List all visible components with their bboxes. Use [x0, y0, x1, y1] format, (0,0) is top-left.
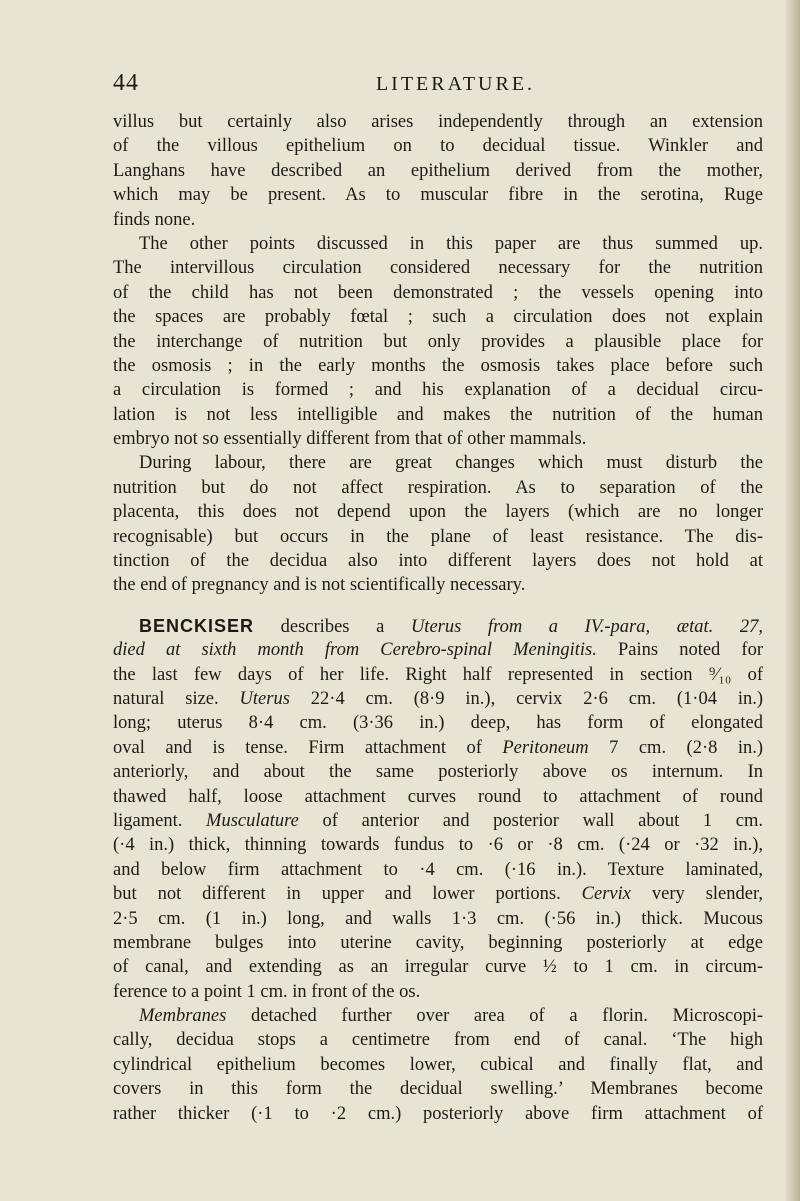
text-line: membrane bulges into uterine cavity, beginning posteriorly at edge	[113, 932, 763, 953]
page-header	[113, 70, 758, 106]
text-line: a circulation is formed ; and his explanation of a decidual circu-	[113, 380, 763, 401]
text-line: of the villous epithelium on to decidual tissue. Winkler and	[113, 136, 763, 157]
text-line: the end of pregnancy and is not scientifically necessary.	[113, 575, 526, 596]
text-line: villus but certainly also arises independently through an extension	[113, 112, 763, 132]
text-line: long; uterus 8·4 cm. (3·36 in.) deep, has form of elongated	[113, 713, 763, 734]
text-line: the osmosis ; in the early months the osmosis takes place before such	[113, 355, 763, 376]
text-line: (·4 in.) thick, thinning towards fundus to ·6 or ·8 cm. (·24 or ·32 in.),	[113, 835, 763, 856]
text-line: rather thicker (·1 to ·2 cm.) posteriorly above firm attachment of	[113, 1103, 763, 1124]
text-line: During labour, there are great changes which must disturb the	[139, 453, 763, 474]
text-line: but not different in upper and lower portions. Cervix very slender,	[113, 884, 764, 905]
text-line: Membranes detached further over area of a florin. Microscopi-	[139, 1006, 764, 1027]
text-line: died at sixth month from Cerebro-spinal Meningitis. Pains noted for	[113, 640, 763, 661]
running-title: LITERATURE.	[375, 73, 536, 95]
author-name: BENCKISER	[139, 615, 255, 636]
text-line: the spaces are probably fœtal ; such a circulation does not explain	[113, 307, 763, 328]
text-line: 2·5 cm. (1 in.) long, and walls 1·3 cm. (·56 in.) thick. Mucous	[113, 908, 763, 929]
text-line: The other points discussed in this paper are thus summed up.	[139, 233, 763, 254]
text-line: the last few days of her life. Right half represented in section ⁹⁄₁₀ of	[113, 664, 764, 685]
fraction: ⁹⁄₁₀	[708, 664, 732, 685]
text-line: tinction of the decidua also into different layers does not hold at	[113, 551, 763, 572]
text-line: of the child has not been demonstrated ; the vessels opening into	[113, 282, 763, 303]
text-line: anteriorly, and about the same posteriorly above os internum. In	[113, 762, 763, 783]
text-line: ference to a point 1 cm. in front of the os.	[113, 981, 421, 1002]
text-line: natural size. Uterus 22·4 cm. (8·9 in.), cervix 2·6 cm. (1·04 in.)	[113, 688, 764, 709]
text-line: of canal, and extending as an irregular curve ½ to 1 cm. in circum-	[113, 957, 763, 978]
text-line: lation is not less intelligible and makes the nutrition of the human	[113, 404, 763, 425]
text-line: and below firm attachment to ·4 cm. (·16 in.). Texture laminated,	[113, 859, 763, 880]
text-line: covers in this form the decidual swelling.’ Membranes become	[113, 1079, 763, 1100]
text-line: ligament. Musculature of anterior and posterior wall about 1 cm.	[113, 810, 764, 831]
text-line: nutrition but do not affect respiration. As to separation of the	[113, 477, 763, 498]
paragraph-gap	[113, 598, 763, 614]
page-number: 44	[113, 70, 139, 96]
text-line: thawed half, loose attachment curves round to attachment of round	[113, 786, 763, 807]
text-line: The intervillous circulation considered necessary for the nutrition	[113, 258, 763, 279]
text-line: finds none.	[113, 209, 196, 230]
text-line: Langhans have described an epithelium derived from the mother,	[113, 160, 763, 181]
text-line: the interchange of nutrition but only provides a plausible place for	[113, 331, 763, 352]
text-line: recognisable) but occurs in the plane of least resistance. The dis-	[113, 526, 763, 547]
text-line: cally, decidua stops a centimetre from end of canal. ‘The high	[113, 1030, 763, 1051]
text-line: embryo not so essentially different from that of other mammals.	[113, 429, 587, 450]
text-line: which may be present. As to muscular fibre in the serotina, Ruge	[113, 185, 763, 206]
page-edge-shadow	[786, 0, 800, 1201]
body-text	[113, 110, 763, 1126]
text-line: placenta, this does not depend upon the layers (which are no longer	[113, 502, 763, 523]
text-line: BENCKISER describes a Uterus from a IV.-para, ætat. 27,	[139, 615, 763, 637]
text-line: oval and is tense. Firm attachment of Peritoneum 7 cm. (2·8 in.)	[113, 737, 763, 758]
text-line: cylindrical epithelium becomes lower, cubical and finally flat, and	[113, 1054, 763, 1075]
